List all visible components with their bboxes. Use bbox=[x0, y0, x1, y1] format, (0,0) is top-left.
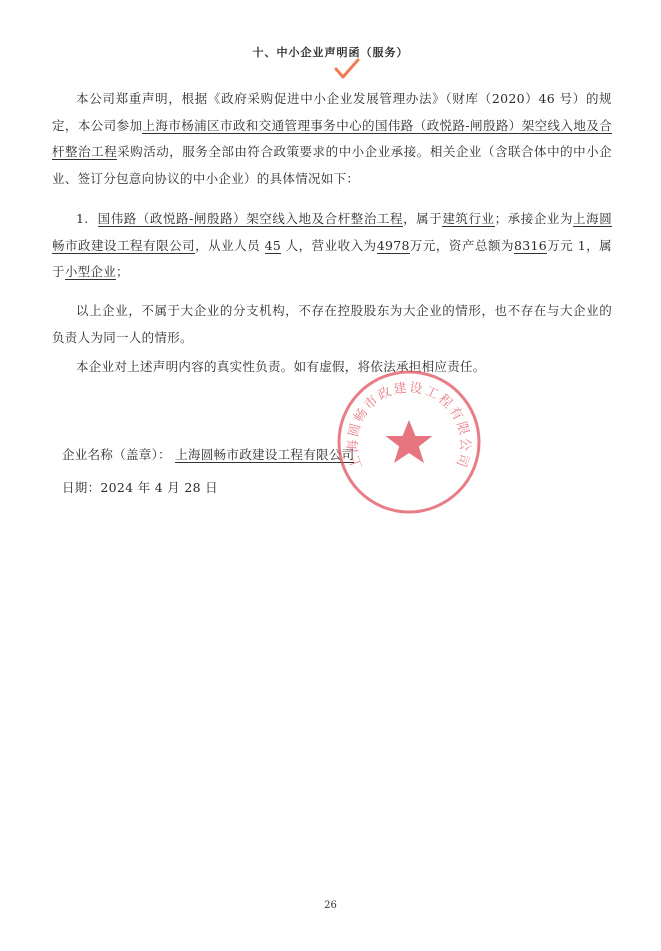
page-number: 26 bbox=[324, 900, 337, 911]
item-text: 万元 1，属于 bbox=[52, 237, 612, 279]
page-title: 十、中小企业声明函（服务） bbox=[252, 46, 409, 59]
item-enterprise-type: 小型企业 bbox=[64, 264, 117, 279]
para1-text-b: 采购活动，服务全部由符合政策要求的中小企业承接。相关企业（含联合体中的中小企业、签订分包意向协议的中小企业）的具体情况如下： bbox=[52, 144, 612, 186]
item-company: 上海圆畅市政建设工程有限公司 bbox=[52, 211, 612, 253]
non-affiliation-paragraph: 以上企业，不属于大企业的分支机构，不存在控股股东为大企业的情形，也不存在与大企业的负责人为同一人的情形。 bbox=[52, 303, 612, 345]
item-revenue: 4978 bbox=[376, 237, 410, 253]
item-text: ；承接企业为 bbox=[494, 211, 574, 226]
item-industry: 建筑行业 bbox=[442, 211, 495, 226]
procurement-project: 上海市杨浦区市政和交通管理事务中心的国伟路（政悦路-闸殷路）架空线入地及合杆整治工程 bbox=[52, 117, 613, 159]
item-employees: 45 bbox=[264, 237, 282, 253]
date-value: 2024 年 4 月 28 日 bbox=[100, 480, 218, 495]
responsibility-paragraph: 本企业对上述声明内容的真实性负责。如有虚假，将依法承担相应责任。 bbox=[76, 359, 486, 374]
item-assets: 8316 bbox=[513, 237, 547, 253]
enterprise-item-1 bbox=[52, 206, 612, 286]
seal-star-icon bbox=[386, 420, 433, 463]
item-text: ，从业人员 bbox=[195, 237, 261, 253]
item-text: 万元，资产总额为 bbox=[409, 237, 514, 253]
company-name-label: 企业名称（盖章）： bbox=[62, 447, 171, 462]
company-seal bbox=[335, 368, 483, 516]
signature-line bbox=[62, 445, 354, 463]
item-number: 1. bbox=[76, 211, 89, 226]
item-project: 国伟路（政悦路-闸殷路）架空线入地及合杆整治工程 bbox=[97, 211, 404, 226]
item-text: 人，营业收入为 bbox=[285, 237, 377, 253]
item-text: ，属于 bbox=[403, 211, 443, 226]
para1-text-a: 本公司郑重声明，根据《政府采购促进中小企业发展管理办法》（财库（2020）46 号）的规定，本公司参加 bbox=[52, 91, 612, 133]
date-label: 日期： bbox=[62, 480, 101, 495]
check-mark-icon bbox=[333, 56, 361, 84]
declaration-paragraph bbox=[52, 86, 612, 192]
seal-text: 上海圆畅市政建设工程有限公司 bbox=[345, 380, 473, 471]
date-line bbox=[62, 478, 218, 496]
signing-company: 上海圆畅市政建设工程有限公司 bbox=[175, 447, 355, 462]
item-text: ； bbox=[116, 264, 129, 279]
